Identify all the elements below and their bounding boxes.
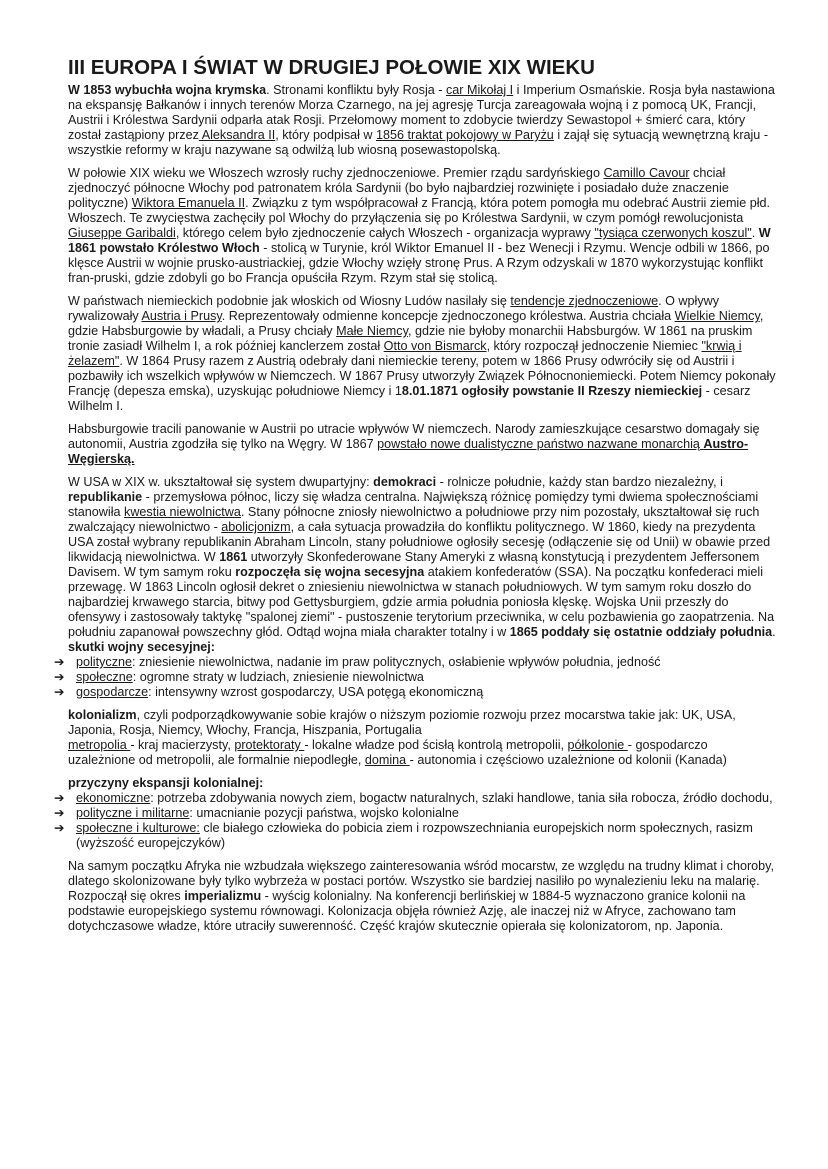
text: cle białego człowieka do pobicia ziem i rozpowszechniania europejskich norm społecznych, rasizm (wyższość europejczyków) xyxy=(76,821,753,850)
underlined-text: Wiktora Emanuela II xyxy=(131,196,246,210)
bold-text: rozpoczęła się wojna secesyjna xyxy=(235,565,425,579)
text: - rolnicze południe, każdy stan bardzo niezależny, i xyxy=(436,475,723,489)
underlined-text: społeczne xyxy=(76,670,133,684)
bold-text: 8.01.1871 ogłosiły powstanie II Rzeszy niemieckiej xyxy=(401,384,703,398)
underlined-text: gospodarcze xyxy=(76,685,149,699)
text: : intensywny wzrost gospodarczy, USA potęgą ekonomiczną xyxy=(148,685,484,699)
text: - lokalne władze pod ścisłą kontrolą metropolii, xyxy=(304,738,568,752)
text: : zniesienie niewolnictwa, nadanie im praw politycznych, osłabienie wpływów południa, jedność xyxy=(132,655,661,669)
paragraph-colonialism xyxy=(68,708,776,768)
underlined-text: Giuseppe Garibaldi xyxy=(68,226,176,240)
underlined-text: ekonomiczne xyxy=(76,791,151,805)
underlined-text: "tysiąca czerwonych koszul" xyxy=(594,226,752,240)
underlined-text: Małe Niemcy xyxy=(336,324,408,338)
text: - stolicą w Turynie, król Wiktor Emanuel II - bez Wenecji i Rzymu. Wencje odbili w 1866, po klęsce Austrii w wojnie prusko-austriackiej, gdzie Włochy wzięły stronę Prus. A Rzym odzyskali w 1870 wykorzystując konflikt fran-pruski, gdzie zdobyli go bo Francja opuściła Rzym. Rzym stał się stolicą. xyxy=(68,241,770,285)
list-item xyxy=(54,685,776,700)
list-item xyxy=(54,806,776,821)
text: . Związku z tym współpracował z Francją, która potem pomogła mu odebrać Austrii ziemie płd. Włoszech. Te zwycięstwa zachęciły pol Włochy do przyłączenia się po Królestwa Sardynii, w czym pomógł rewolucjonista xyxy=(68,196,771,225)
text: - gospodarczo uzależnione od metropolii, ale formalnie niepodległe, xyxy=(68,738,708,767)
bold-text: imperializmu xyxy=(184,889,262,903)
text: utworzyły Skonfederowane Stany Ameryki z własną konstytucją i prezydentem Jeffersonem Davisem. W tym samym roku xyxy=(68,550,760,579)
text: , gdzie nie byłoby monarchii Habsburgów. W 1861 na pruskim tronie zasiadł Wilhelm I, a rok później kanclerzem został xyxy=(68,324,753,353)
bold-text: 1865 poddały się ostatnie oddziały południa xyxy=(509,625,773,639)
list-item xyxy=(54,791,776,806)
text: . Reprezentowały odmienne koncepcje zjednoczonego królestwa. Austria chciała xyxy=(221,309,675,323)
text: chciał zjednoczyć północne Włochy pod patronatem króla Sardynii (bo było najbardziej rozwinięte i posiadało duże znaczenie polityczne) xyxy=(68,166,729,210)
underlined-text: 1856 traktat pokojowy w Paryżu xyxy=(376,128,554,142)
underlined-text: kwestia niewolnictwa xyxy=(124,505,241,519)
text: - kraj macierzysty, xyxy=(130,738,235,752)
text: . Stronami konfliktu były Rosja - xyxy=(266,83,446,97)
list-item xyxy=(54,670,776,685)
bold-text: kolonializm xyxy=(68,708,137,722)
arrow-icon: ➔ xyxy=(54,821,65,835)
text: atakiem konfederatów (SSA). Na początku konfederaci mieli przewagę. W 1863 Lincoln ogłosił dekret o zniesieniu niewolnictwa w stanach południowych. W tym samym roku doszło do najbardziej krwawego starcia, bitwy pod Gettysburgiem, gdzie armia południa poniosła klęskę. Wojska Unii przeszły do ofensywy i zastosowały taktykę "spalonej ziemi" - pustoszenie terytorium przeciwnika, w celu pozbawienia go zaopatrzenia. Na południu zapanował powszechny głód. Odtąd wojna miała charakter totalny i w xyxy=(68,565,775,639)
underlined-text: polityczne xyxy=(76,655,133,669)
underlined-text: Aleksandra II xyxy=(198,128,276,142)
text: W państwach niemieckich podobnie jak włoskich od Wiosny Ludów nasilały się xyxy=(68,294,511,308)
bold-text: 1861 xyxy=(219,550,248,564)
paragraph-austria-hungary xyxy=(68,422,776,467)
text: Na samym początku Afryka nie wzbudzała większego zainteresowania wśród mocarstw, ze względu na trudny klimat i choroby, dlatego skolonizowane były tylko wybrzeża w postaci portów. Wszystko sie bardziej nasiliło po wynalezieniu leku na malarię. Rozpoczął się okres xyxy=(68,859,775,903)
text: - przemysłowa północ, liczy się władza centralna. Największą różnicę pomiędzy tymi dwiema społecznościami stanowiła xyxy=(68,490,759,519)
arrow-icon: ➔ xyxy=(54,791,65,805)
bold-text: Austro-Węgierską. xyxy=(68,437,749,466)
text: - wyścig kolonialny. Na konferencji berlińskiej w 1884-5 wyznaczono granice kolonii na podstawie europejskiego systemu równowagi. Kolonizacja objęła również Azję, ale inaczej niż w Afryce, zachowano tam dotychczasowe władze, które utraciły suwerenność. Część krajów skutecznie opierała się kolonizatorom, np. Japonia. xyxy=(68,889,746,933)
arrow-icon: ➔ xyxy=(54,655,65,669)
underlined-text: społeczne i kulturowe: xyxy=(76,821,200,835)
underlined-text: polityczne i militarne xyxy=(76,806,190,820)
underlined-text: metropolia xyxy=(68,738,131,752)
text: Habsburgowie tracili panowanie w Austrii po utracie wpływów W niemczech. Narody zamieszkujące cesarstwo domagały się autonomii, Austria zgodziła się tylko na Węgry. W 1867 xyxy=(68,422,760,451)
text: W połowie XIX wieku we Włoszech wzrosły ruchy zjednoczeniowe. Premier rządu sardyńskiego xyxy=(68,166,604,180)
text: - cesarz Wilhelm I. xyxy=(68,384,751,413)
text: , który rozpoczął jednoczenie Niemiec xyxy=(486,339,702,353)
paragraph-imperialism xyxy=(68,859,776,934)
text: . xyxy=(751,226,759,240)
underlined-text: "krwią i żelazem" xyxy=(68,339,742,368)
arrow-icon: ➔ xyxy=(54,806,65,820)
text: : umacnianie pozycji państwa, wojsko kolonialne xyxy=(189,806,459,820)
bold-text: demokraci xyxy=(373,475,437,489)
paragraph-crimean-war xyxy=(68,83,776,158)
text: . xyxy=(772,625,776,639)
underlined-text: powstało nowe dualistyczne państwo nazwane monarchią xyxy=(377,437,704,451)
underlined-text: abolicjonizm xyxy=(221,520,291,534)
paragraph-germany-unification xyxy=(68,294,776,414)
underlined-text: tendencje zjednoczeniowe xyxy=(510,294,659,308)
page-title: III EUROPA I ŚWIAT W DRUGIEJ POŁOWIE XIX WIEKU xyxy=(68,56,595,79)
text: , czyli podporządkowywanie sobie krajów o niższym poziomie rozwoju przez mocarstwa takie jak: UK, USA, Japonia, Rosja, Niemcy, Włochy, Francja, Hiszpania, Portugalia xyxy=(68,708,736,737)
bold-text: W 1853 wybuchła wojna krymska xyxy=(68,83,267,97)
text: i Imperium Osmańskie. Rosja była nastawiona na ekspansję Bałkanów i innych terenów Morza Czarnego, na jej agresję Turcja zareagowała wojną i z pomocą UK, Francji, Austrii i Królestwa Sardynii odparła atak Rosji. Przełomowy moment to zdobycie twierdzy Sewastopol + śmierć cara, który został zastąpiony przez xyxy=(68,83,775,142)
text: . W 1864 Prusy razem z Austrią odebrały dani niemieckie tereny, potem w 1866 Prusy odwróciły się od Austrii i pozbawiły ich wszelkich wpływów w Niemczech. W 1867 Prusy utworzyły Związek Północnoniemiecki. Potem Niemcy pokonały Francję (depesza emska), uzyskując południowe Niemcy i 1 xyxy=(68,354,776,398)
underlined-text: półkolonie xyxy=(567,738,628,752)
text: . O wpływy rywalizowały xyxy=(68,294,720,323)
list-przyczyny xyxy=(54,791,776,851)
bold-text: W 1861 powstało Królestwo Włoch xyxy=(68,226,771,255)
bold-text: republikanie xyxy=(68,490,143,504)
underlined-text: Austria i Prusy xyxy=(141,309,222,323)
text: W USA w XIX w. ukształtował się system dwupartyjny: xyxy=(68,475,374,489)
paragraph-usa-civil-war xyxy=(68,475,776,640)
text: . Stany północne zniosły niewolnictwo a południowe przy nim pozostały, ukształtował się ruch zwalczający niewolnictwo - xyxy=(68,505,760,534)
text: , którego celem było zjednoczenie całych Włoszech - organizacja wyprawy xyxy=(175,226,595,240)
text: - autonomia i częściowo uzależnione od kolonii (Kanada) xyxy=(409,753,727,767)
text: , a cała sytuacja prowadziła do konfliktu politycznego. W 1860, kiedy na prezydenta USA został wybrany republikanin Abraham Lincoln, stany południowe ogłosiły secesję (odłączenie się od Unii) w obawie przed likwidacją niewolnictwa. W xyxy=(68,520,771,564)
section-heading-skutki: skutki wojny secesyjnej: xyxy=(68,640,215,654)
underlined-text: car Mikołaj I xyxy=(445,83,514,97)
underlined-text: Camillo Cavour xyxy=(603,166,690,180)
text: , gdzie Habsburgowie by władali, a Prusy chciały xyxy=(68,309,764,338)
list-item xyxy=(54,655,776,670)
text: , który podpisał w xyxy=(275,128,377,142)
underlined-text: domina xyxy=(364,753,410,767)
list-item xyxy=(54,821,776,851)
underlined-text: protektoraty xyxy=(234,738,305,752)
text: : ogromne straty w ludziach, zniesienie niewolnictwa xyxy=(132,670,424,684)
list-skutki xyxy=(54,655,776,700)
paragraph-italy-unification xyxy=(68,166,776,286)
text: i zajął się sytuacją wewnętrzną kraju - wszystkie reformy w kraju nazywane są odwilżą lub wiosną posewastopolską. xyxy=(68,128,769,157)
text: : potrzeba zdobywania nowych ziem, bogactw naturalnych, szlaki handlowe, tania siła robocza, źródło dochodu, xyxy=(150,791,773,805)
underlined-text: Otto von Bismarck xyxy=(383,339,487,353)
section-heading-przyczyny: przyczyny ekspansji kolonialnej: xyxy=(68,776,264,790)
arrow-icon: ➔ xyxy=(54,685,65,699)
arrow-icon: ➔ xyxy=(54,670,65,684)
underlined-text: Wielkie Niemcy xyxy=(674,309,760,323)
